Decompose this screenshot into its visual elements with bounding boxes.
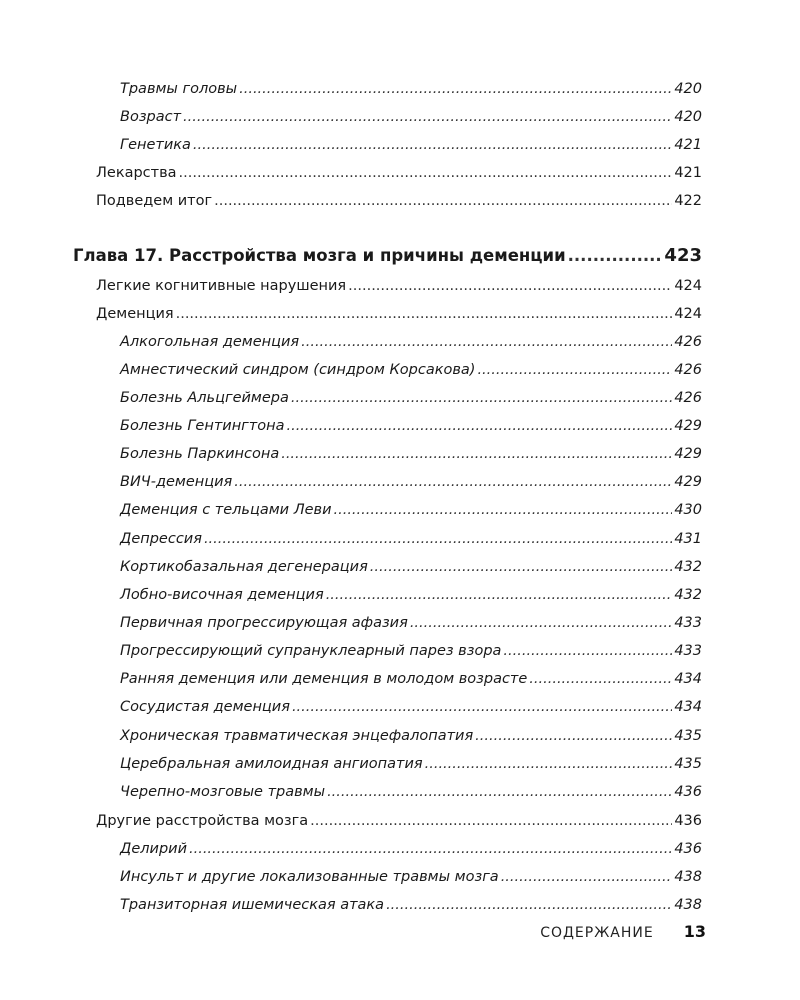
dot-leader (326, 584, 673, 606)
toc-entry-title: Амнестический синдром (синдром Корсакова) (120, 362, 476, 378)
toc-entry-title: Болезнь Гентингтона (120, 418, 285, 434)
dot-leader (370, 556, 673, 578)
toc-entry-title: Деменция с тельцами Леви (120, 502, 332, 518)
dot-leader (189, 838, 672, 860)
dot-leader (529, 668, 672, 690)
toc-entry-title: Другие расстройства мозга (96, 813, 309, 829)
dot-leader (348, 275, 672, 297)
toc-entry[interactable] (120, 443, 702, 465)
toc-entry-title: Инсульт и другие локализованные травмы мозга (120, 869, 499, 885)
toc-entry[interactable] (96, 275, 702, 297)
toc-entry-page: 420 (674, 109, 702, 125)
toc-entry-page: 421 (674, 165, 702, 181)
toc-entry-title: Церебральная амилоидная ангиопатия (120, 756, 423, 772)
dot-leader (281, 443, 672, 465)
toc-entry[interactable] (96, 303, 702, 325)
dot-leader (386, 894, 672, 916)
toc-entry[interactable] (120, 528, 702, 550)
toc-entry[interactable] (120, 894, 702, 916)
toc-entry-page: 422 (674, 193, 702, 209)
toc-entry-title: Транзиторная ишемическая атака (120, 897, 385, 913)
toc-entry-page: 420 (674, 81, 702, 97)
dot-leader (234, 471, 672, 493)
toc-entry-page: 432 (674, 559, 702, 575)
dot-leader (176, 303, 673, 325)
toc-entry[interactable] (120, 640, 702, 662)
toc-entry-page: 426 (674, 362, 702, 378)
toc-entry[interactable] (96, 190, 702, 212)
toc-entry[interactable] (120, 612, 702, 634)
toc-chapter-heading[interactable] (73, 243, 702, 269)
toc-entry[interactable] (120, 725, 702, 747)
toc-entry-page: 430 (674, 502, 702, 518)
dot-leader (310, 810, 672, 832)
toc-entry[interactable] (120, 668, 702, 690)
toc-entry-title: Генетика (120, 137, 191, 153)
toc-entry-title: Болезнь Паркинсона (120, 446, 280, 462)
dot-leader (183, 106, 672, 128)
dot-leader (568, 243, 663, 269)
toc-entry-page: 435 (674, 756, 702, 772)
toc-entry-title: Прогрессирующий супрануклеарный парез взора (120, 643, 502, 659)
toc-entry-page: 438 (674, 897, 702, 913)
dot-leader (334, 499, 673, 521)
toc-entry[interactable] (120, 359, 702, 381)
toc-entry-title: Сосудистая деменция (120, 699, 290, 715)
toc-entry-title: Кортикобазальная дегенерация (120, 559, 368, 575)
toc-entry-title: Алкогольная деменция (120, 334, 300, 350)
toc-entry-page: 429 (674, 474, 702, 490)
toc-entry-title: Первичная прогрессирующая афазия (120, 615, 408, 631)
toc-entry[interactable] (120, 134, 702, 156)
toc-entry-title: Болезнь Альцгеймера (120, 390, 289, 406)
dot-leader (501, 866, 673, 888)
dot-leader (503, 640, 672, 662)
page-number: 13 (683, 922, 706, 941)
dot-leader (204, 528, 672, 550)
dot-leader (475, 725, 672, 747)
dot-leader (193, 134, 672, 156)
toc-entry-title: Травмы головы (120, 81, 238, 97)
toc-entry-title: Депрессия (120, 531, 202, 547)
toc-entry[interactable] (120, 584, 702, 606)
toc-entry[interactable] (120, 331, 702, 353)
toc-entry-page: 436 (674, 841, 702, 857)
dot-leader (410, 612, 672, 634)
toc-entry[interactable] (120, 696, 702, 718)
toc-entry-page: 436 (674, 784, 702, 800)
dot-leader (214, 190, 672, 212)
toc-entry[interactable] (120, 838, 702, 860)
toc-entry-page: 426 (674, 390, 702, 406)
toc-entry-title: Легкие когнитивные нарушения (96, 278, 347, 294)
toc-entry[interactable] (96, 810, 702, 832)
toc-entry-page: 433 (674, 643, 702, 659)
toc-entry-page: 436 (674, 813, 702, 829)
toc-entry-title: ВИЧ-деменция (120, 474, 233, 490)
toc-entry[interactable] (120, 78, 702, 100)
toc-entry-title: Черепно-мозговые травмы (120, 784, 326, 800)
toc-entry-page: 429 (674, 446, 702, 462)
toc-entry-page: 431 (674, 531, 702, 547)
toc-entry[interactable] (120, 556, 702, 578)
dot-leader (286, 415, 672, 437)
toc-entry-page: 438 (674, 869, 702, 885)
toc-entry-title: Деменция (96, 306, 174, 322)
dot-leader (291, 387, 672, 409)
dot-leader (477, 359, 672, 381)
dot-leader (425, 753, 673, 775)
toc-entry-page: 424 (674, 278, 702, 294)
running-footer-label: СОДЕРЖАНИЕ (540, 925, 654, 941)
toc-entry-title: Хроническая травматическая энцефалопатия (120, 728, 474, 744)
toc-entry-page: 429 (674, 418, 702, 434)
toc-entry-title: Лобно-височная деменция (120, 587, 324, 603)
dot-leader (292, 696, 672, 718)
toc-entry[interactable] (120, 866, 702, 888)
toc-entry[interactable] (120, 753, 702, 775)
toc-entry[interactable] (120, 415, 702, 437)
chapter-title: Глава 17. Расстройства мозга и причины деменции (73, 246, 566, 265)
dot-leader (301, 331, 672, 353)
page-footer (540, 922, 706, 946)
toc-entry[interactable] (96, 162, 702, 184)
toc-entry-page: 424 (674, 306, 702, 322)
toc-entry-title: Делирий (120, 841, 187, 857)
dot-leader (179, 162, 673, 184)
toc-entry[interactable] (120, 106, 702, 128)
chapter-page: 423 (664, 245, 702, 266)
dot-leader (327, 781, 672, 803)
toc-entry-page: 426 (674, 334, 702, 350)
toc-entry-title: Лекарства (96, 165, 177, 181)
toc-entry-title: Подведем итог (96, 193, 213, 209)
toc-entry-page: 434 (674, 671, 702, 687)
toc-entry-page: 434 (674, 699, 702, 715)
toc-entry-page: 432 (674, 587, 702, 603)
toc-entry[interactable] (120, 499, 702, 521)
toc-entry-page: 421 (674, 137, 702, 153)
toc-entry-title: Ранняя деменция или деменция в молодом возрасте (120, 671, 528, 687)
toc-entry-page: 433 (674, 615, 702, 631)
toc-entry-page: 435 (674, 728, 702, 744)
dot-leader (239, 78, 672, 100)
toc-entry[interactable] (120, 387, 702, 409)
toc-entry[interactable] (120, 471, 702, 493)
toc-entry-title: Возраст (120, 109, 182, 125)
toc-entry[interactable] (120, 781, 702, 803)
